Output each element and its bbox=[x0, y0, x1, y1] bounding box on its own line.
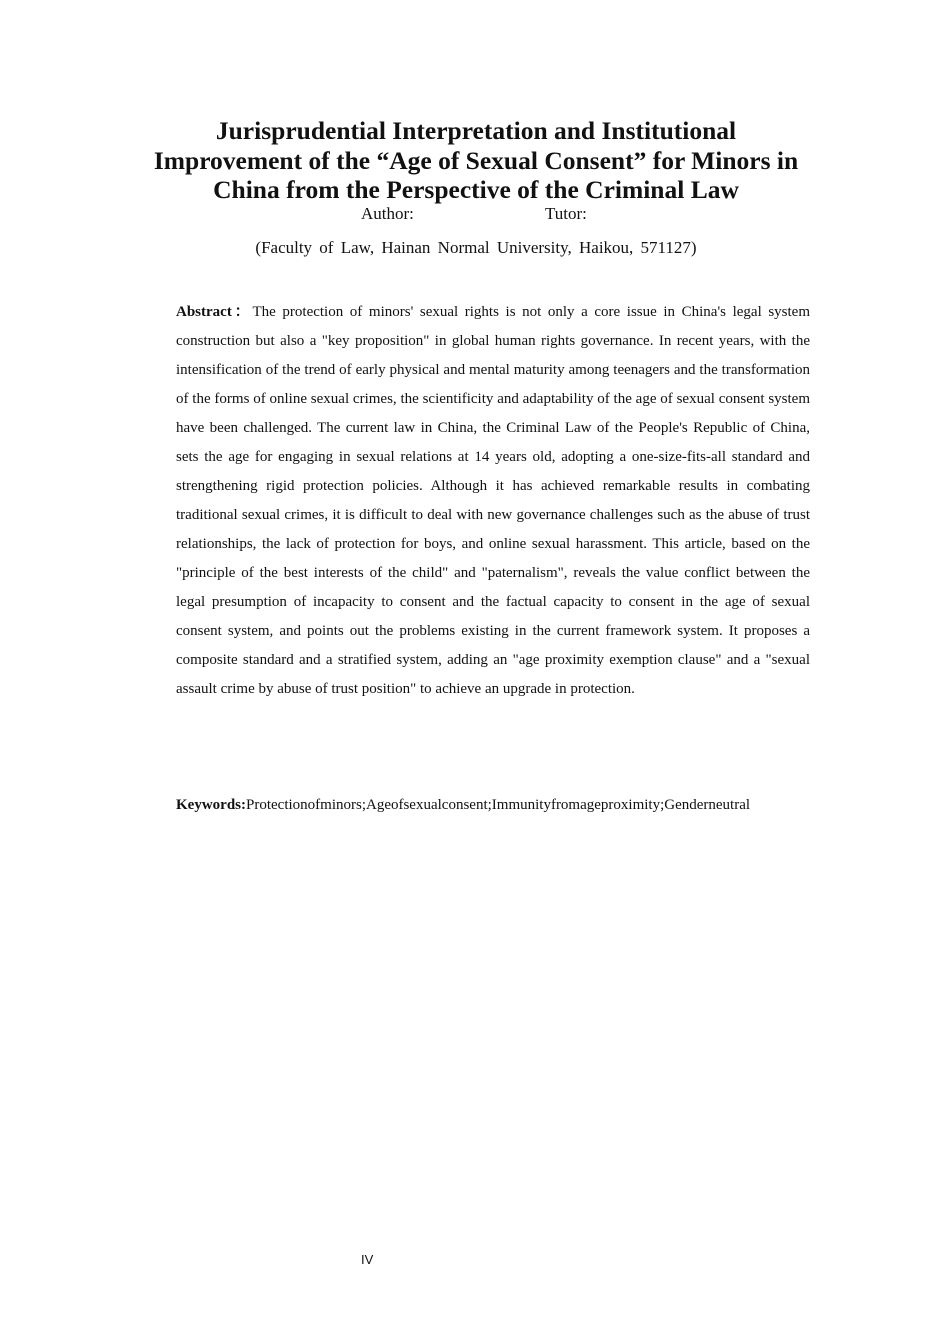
paper-title bbox=[100, 116, 852, 205]
tutor-label: Tutor: bbox=[545, 204, 587, 223]
page-number: IV bbox=[361, 1252, 374, 1267]
author-label: Author: bbox=[361, 204, 414, 223]
title-line-3: China from the Perspective of the Criminal Law bbox=[213, 175, 739, 204]
title-line-1: Jurisprudential Interpretation and Institutional bbox=[215, 116, 737, 145]
title-block bbox=[100, 116, 852, 205]
title-line-2: Improvement of the “Age of Sexual Consent” for Minors in bbox=[153, 145, 799, 175]
keywords-paragraph bbox=[176, 791, 810, 820]
abstract-paragraph bbox=[176, 298, 810, 704]
abstract-text: The protection of minors' sexual rights is not only a core issue in China's legal system construction but also a "key proposition" in global human rights governance. In recent years, with the intensification of the trend of early physical and mental maturity among teenagers and the transformation of the forms of online sexual crimes, the scientificity and adaptability of the age of sexual consent system have been challenged. The current law in China, the Criminal Law of the People's Republic of China, sets the age for engaging in sexual relations at 14 years old, adopting a one-size-fits-all standard and strengthening rigid protection policies. Although it has achieved remarkable results in combating traditional sexual crimes, it is difficult to deal with new governance challenges such as the abuse of trust relationships, the lack of protection for boys, and online sexual harassment. This article, based on the "principle of the best interests of the child" and "paternalism", reveals the value conflict between the legal presumption of incapacity to consent and the factual capacity to consent in the age of sexual consent system, and points out the problems existing in the current framework system. It proposes a composite standard and a stratified system, adding an "age proximity exemption clause" and a "sexual assault crime by abuse of trust position" to achieve an upgrade in protection. bbox=[176, 304, 810, 697]
keywords-text: Protectionofminors;Ageofsexualconsent;Immunityfromageproximity;Genderneutral bbox=[246, 797, 751, 813]
keywords-label: Keywords: bbox=[176, 797, 246, 813]
abstract-label: Abstract： bbox=[176, 304, 253, 320]
affiliation: (Faculty of Law, Hainan Normal University, Haikou, 571127) bbox=[255, 238, 697, 257]
